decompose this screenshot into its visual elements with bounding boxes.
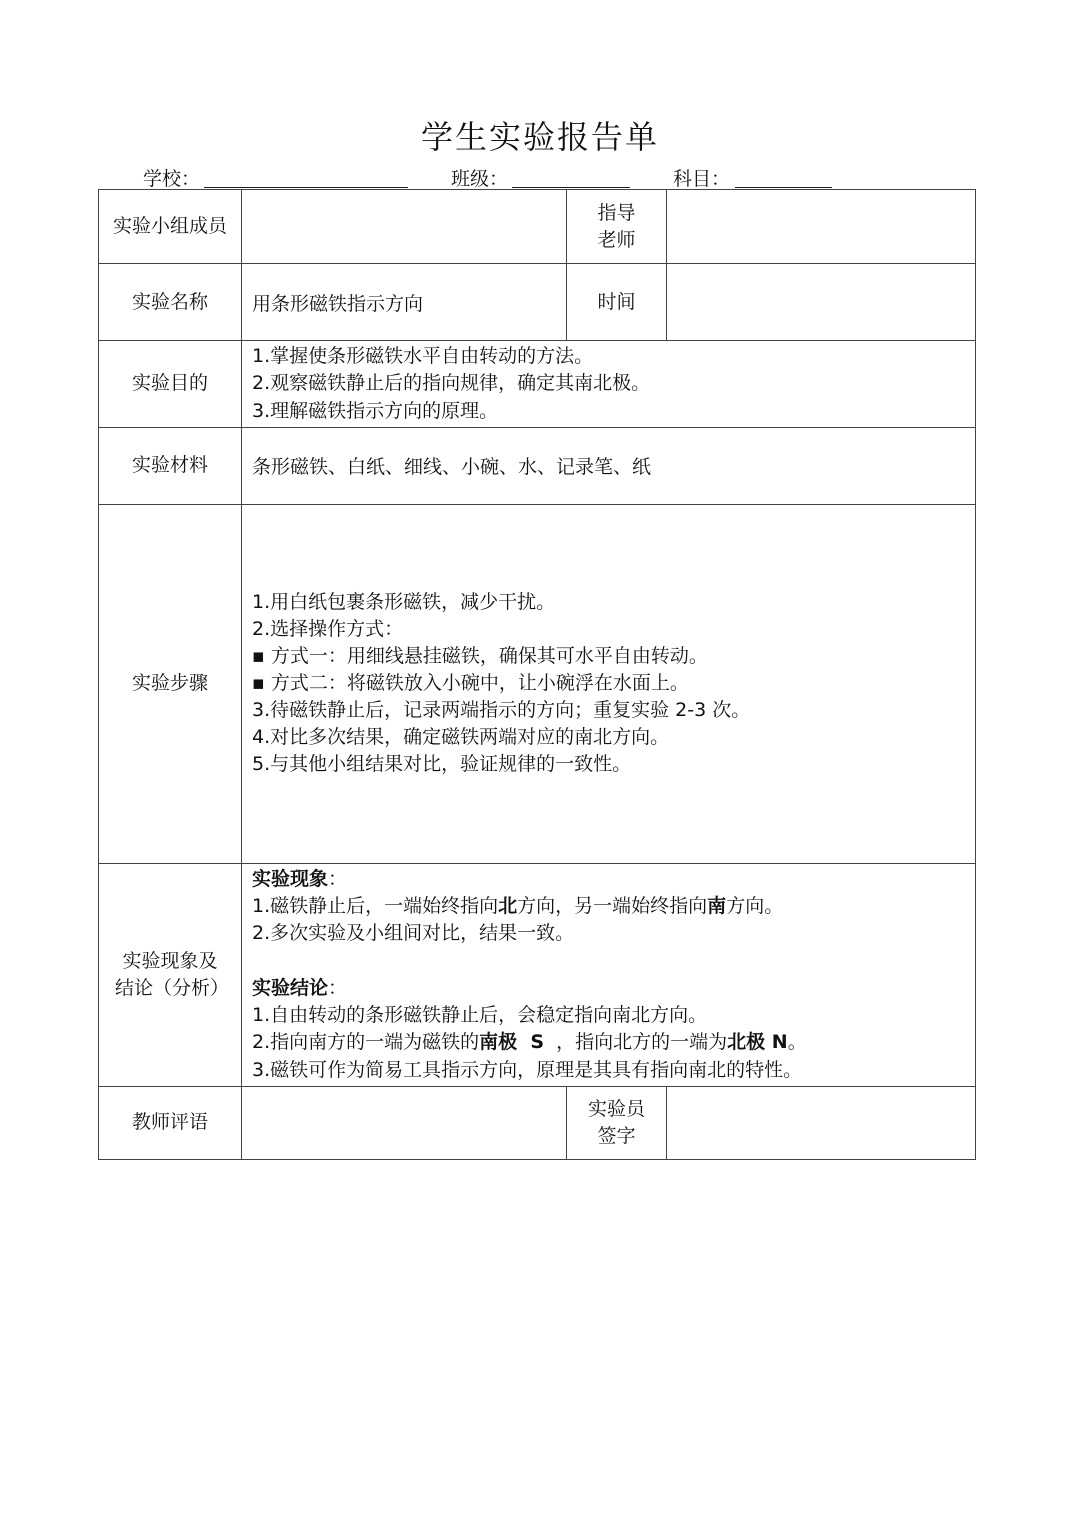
name-label-cell: [99, 264, 242, 341]
name-label: 实验名称: [131, 290, 208, 313]
time-label: 时间: [597, 290, 636, 313]
page-title: 学生实验报告单: [420, 118, 659, 156]
comment-label-cell: [99, 1086, 242, 1159]
analysis-value-cell: [242, 863, 976, 1086]
report-table: [98, 189, 976, 1160]
signature-label-cell: [567, 1086, 667, 1159]
materials-label-cell: [99, 427, 242, 504]
members-label-cell: [99, 190, 242, 264]
row-comment: [99, 1086, 976, 1159]
materials-label: 实验材料: [131, 454, 208, 477]
signature-value-cell[interactable]: [667, 1086, 976, 1159]
phenomenon-colon: ：: [328, 867, 348, 890]
materials-value-cell: [242, 427, 976, 504]
purpose-label-cell: [99, 341, 242, 428]
row-steps: [99, 504, 976, 863]
phenomenon-title: 实验现象: [252, 867, 329, 890]
row-analysis: [99, 863, 976, 1086]
phenomenon-line-2: 2.多次实验及小组间对比，结果一致。: [252, 922, 575, 945]
step-line: 4.对比多次结果，确定磁铁两端对应的南北方向。: [252, 726, 670, 749]
step-line: ▪ 方式一：用细线悬挂磁铁，确保其可水平自由转动。: [252, 645, 708, 668]
step-line: 1.用白纸包裹条形磁铁，减少干扰。: [252, 591, 556, 614]
members-value-cell[interactable]: [242, 190, 567, 264]
class-label: 班级：: [451, 168, 509, 190]
purpose-line: 2.观察磁铁静止后的指向规律，确定其南北极。: [252, 372, 651, 395]
time-value-cell[interactable]: [667, 264, 976, 341]
school-blank[interactable]: [204, 187, 408, 188]
conclusion-line-2: 2.指向南方的一端为磁铁的南极 S ，指向北方的一端为北极 N。: [252, 1031, 807, 1054]
conclusion-line-1: 1.自由转动的条形磁铁静止后，会稳定指向南北方向。: [252, 1004, 708, 1027]
analysis-label-cell: [99, 863, 242, 1086]
materials-value: 条形磁铁、白纸、细线、小碗、水、记录笔、纸: [252, 456, 652, 479]
school-label: 学校：: [143, 168, 201, 190]
conclusion-colon: ：: [328, 976, 348, 999]
comment-value-cell[interactable]: [242, 1086, 567, 1159]
conclusion-title: 实验结论: [252, 976, 329, 999]
row-materials: [99, 427, 976, 504]
conclusion-line-3: 3.磁铁可作为简易工具指示方向，原理是其具有指向南北的特性。: [252, 1058, 803, 1081]
name-value-cell[interactable]: [242, 264, 567, 341]
subject-label: 科目：: [673, 168, 731, 190]
comment-label: 教师评语: [131, 1111, 208, 1134]
row-purpose: [99, 341, 976, 428]
steps-label-cell: [99, 504, 242, 863]
step-line: 5.与其他小组结果对比，验证规律的一致性。: [252, 753, 632, 776]
purpose-value-cell: [242, 341, 976, 428]
subject-blank[interactable]: [735, 187, 832, 188]
time-label-cell: [567, 264, 667, 341]
phenomenon-line-1: 1.磁铁静止后，一端始终指向北方向，另一端始终指向南方向。: [252, 895, 784, 918]
steps-label: 实验步骤: [131, 672, 208, 695]
step-line: ▪ 方式二：将磁铁放入小碗中，让小碗浮在水面上。: [252, 672, 689, 695]
steps-value-cell: [242, 504, 976, 863]
row-name: [99, 264, 976, 341]
purpose-line: 1.掌握使条形磁铁水平自由转动的方法。: [252, 345, 594, 367]
advisor-value-cell[interactable]: [667, 190, 976, 264]
step-line: 2.选择操作方式：: [252, 618, 404, 641]
header-info-row: [0, 160, 1080, 190]
analysis-label: 实验现象及结论（分析）: [115, 949, 230, 999]
purpose-label: 实验目的: [131, 372, 208, 395]
step-line: 3.待磁铁静止后，记录两端指示的方向；重复实验 2-3 次。: [252, 699, 751, 722]
signature-label: 实验员签字: [587, 1097, 645, 1147]
advisor-label-cell: [567, 190, 667, 264]
class-blank[interactable]: [512, 187, 630, 188]
advisor-label: 指导老师: [597, 201, 636, 251]
row-members: [99, 190, 976, 264]
members-label: 实验小组成员: [112, 215, 227, 237]
name-value: 用条形磁铁指示方向: [252, 292, 424, 315]
purpose-line: 3.理解磁铁指示方向的原理。: [252, 399, 499, 422]
